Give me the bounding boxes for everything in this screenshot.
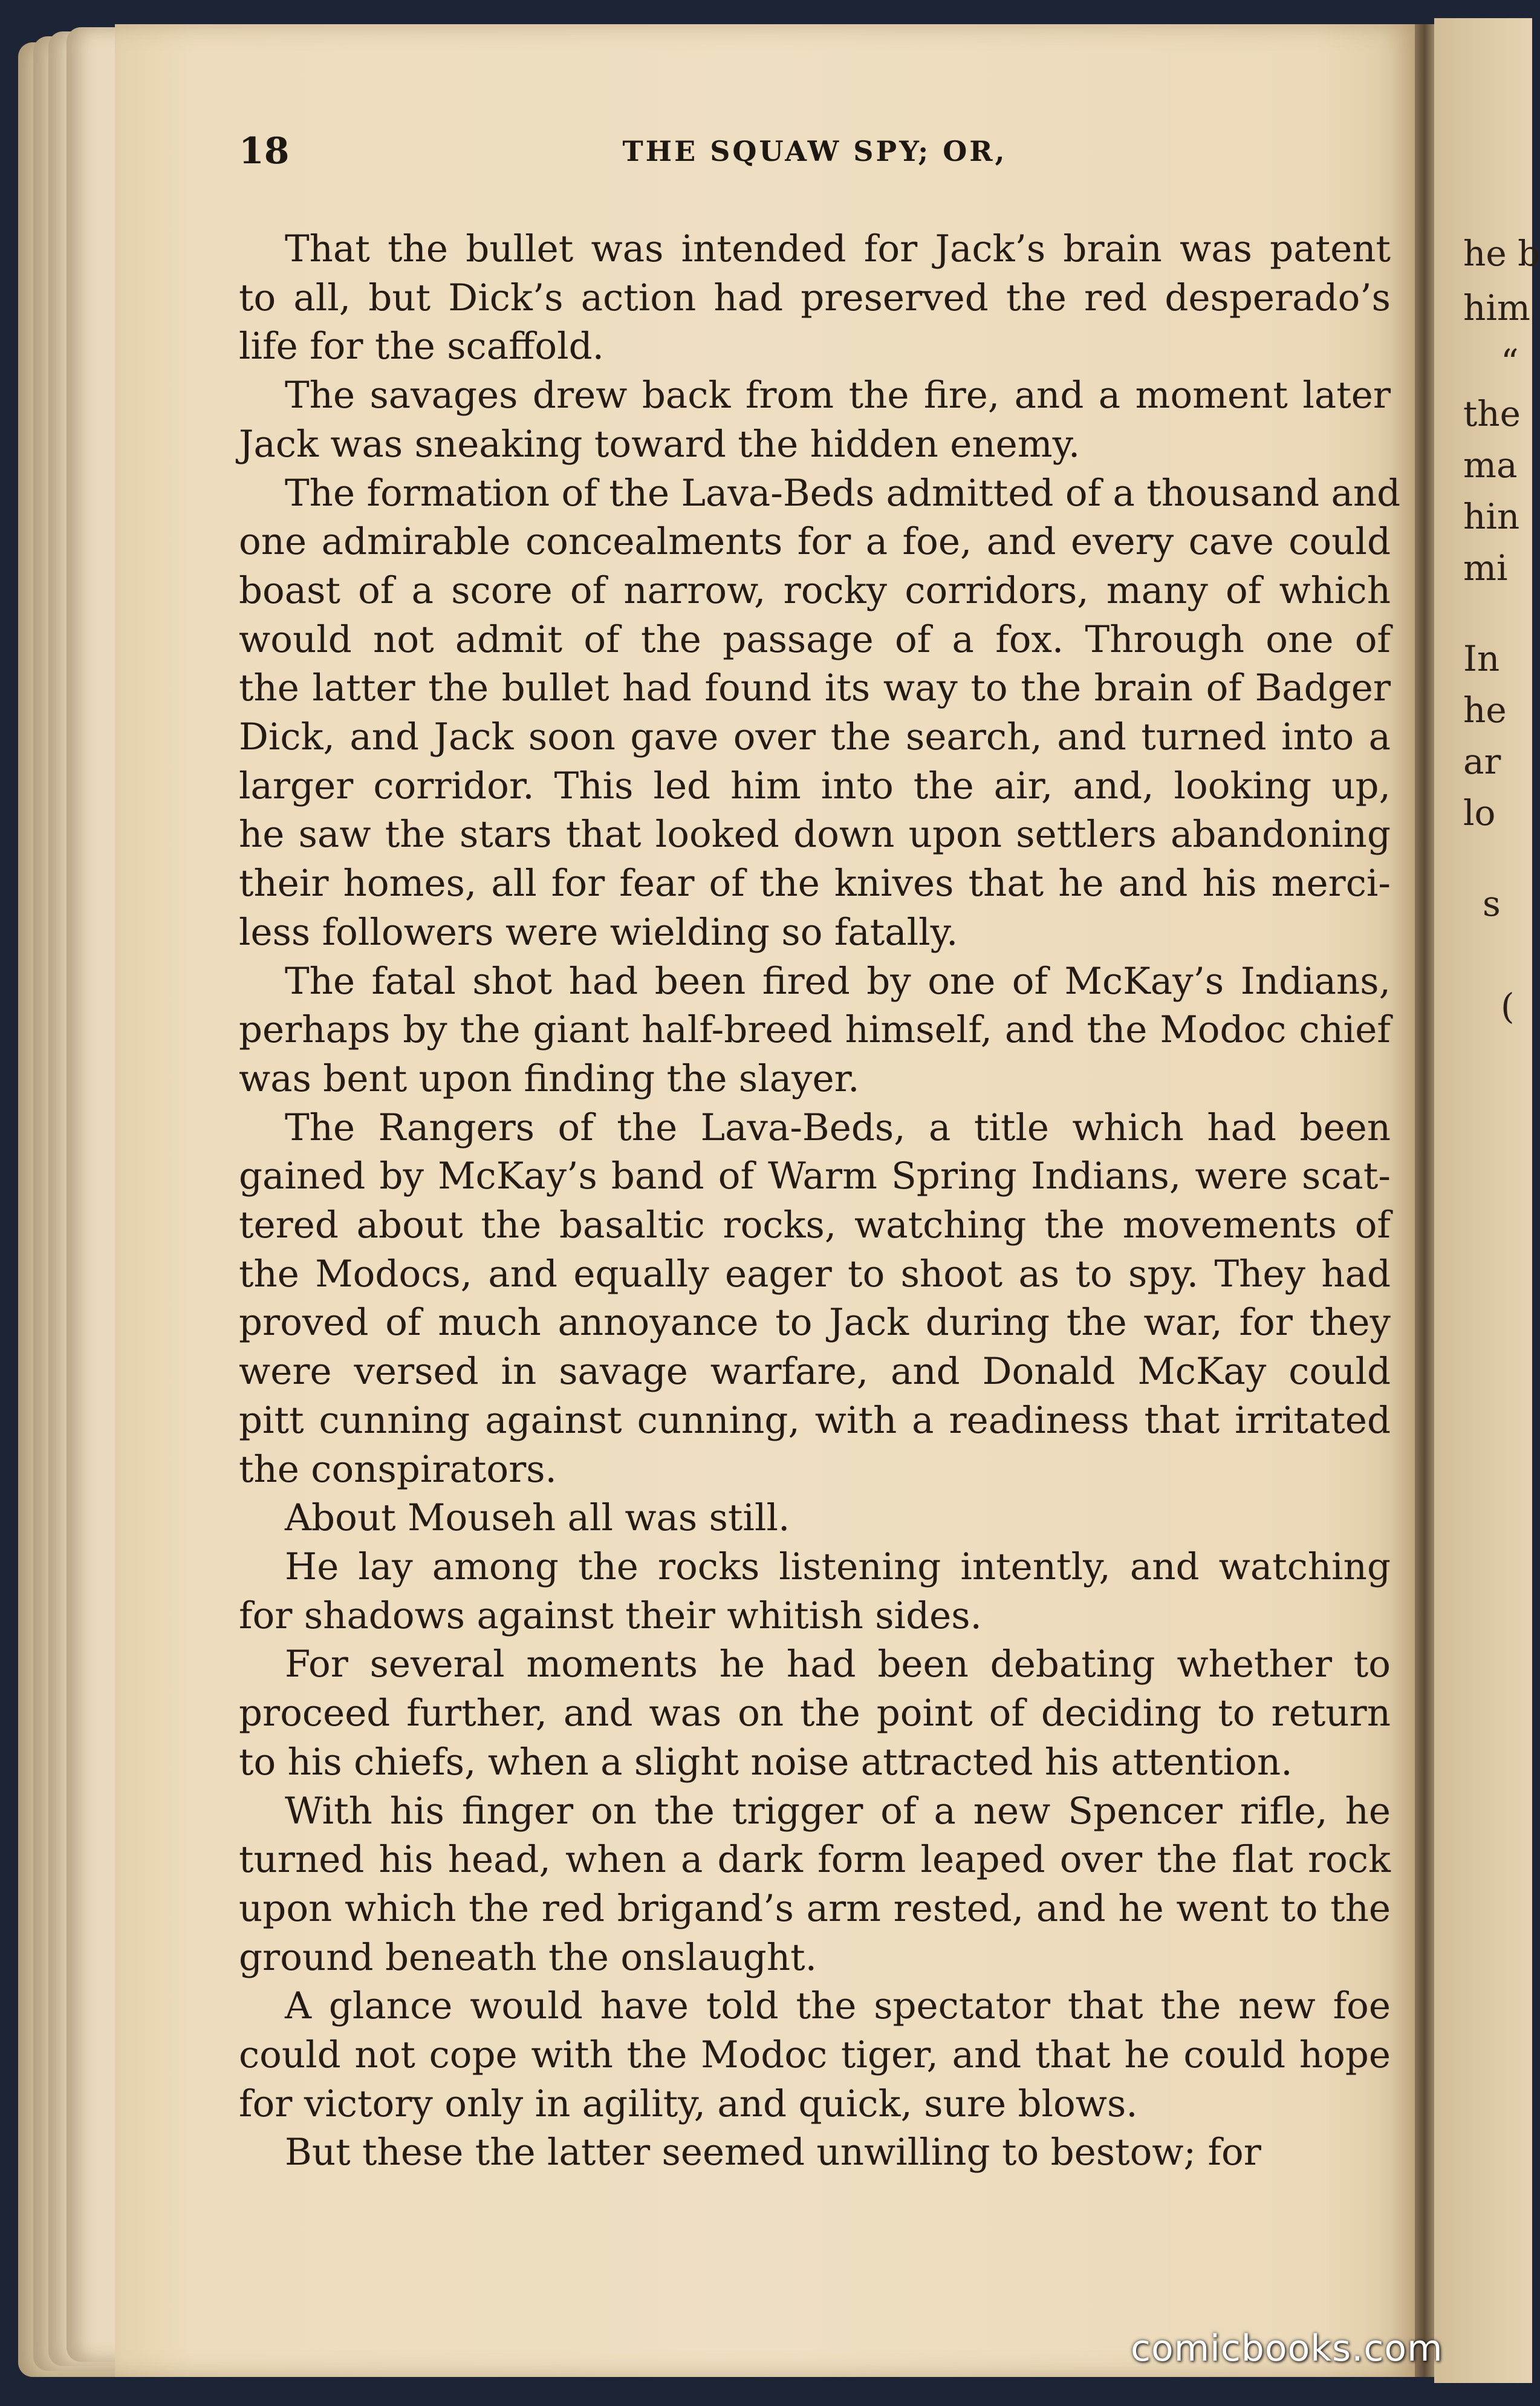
paragraph [239, 469, 1401, 957]
watermark: comicbooks.com [1131, 2327, 1443, 2370]
paragraph [239, 225, 1391, 371]
text-line: for shadows against their whitish sides. [239, 1594, 982, 1637]
facing-fragment: the [1463, 393, 1521, 434]
text-line: perhaps by the giant half-breed himself, and the Modoc chief [239, 1008, 1391, 1052]
text-line: That the bullet was intended for Jack’s brain was patent [285, 227, 1391, 270]
text-line: turned his head, when a dark form leaped over the flat rock [239, 1838, 1391, 1882]
text-line: for victory only in agility, and quick, sure blows. [239, 2082, 1138, 2125]
running-head: THE SQUAW SPY; OR, [622, 135, 1007, 168]
page-number: 18 [239, 130, 290, 172]
facing-fragment: “ [1501, 342, 1519, 383]
text-line: ground beneath the onslaught. [239, 1935, 817, 1979]
text-line: Dick, and Jack soon gave over the search, and turned into a [239, 716, 1391, 759]
text-line: to his chiefs, when a slight noise attracted his attention. [239, 1740, 1293, 1784]
text-line: he saw the stars that looked down upon settlers abandoning [239, 813, 1391, 856]
text-line: He lay among the rocks listening intently, and watching [285, 1545, 1391, 1588]
body-text [239, 225, 1401, 2177]
text-line: the Modocs, and equally eager to shoot as to spy. They had [239, 1252, 1391, 1296]
text-line: less followers were wielding so fatally. [239, 910, 958, 954]
text-line: proved of much annoyance to Jack during the war, for they [239, 1301, 1391, 1345]
paragraph [239, 1787, 1391, 1983]
paragraph [239, 1982, 1391, 2128]
text-line: would not admit of the passage of a fox. Through one of [239, 618, 1391, 661]
paragraph [239, 1543, 1391, 1640]
text-line: larger corridor. This led him into the air, and, looking up, [239, 764, 1391, 807]
book-gutter [1415, 24, 1434, 2377]
text-line: were versed in savage warfare, and Donald McKay could [239, 1350, 1391, 1394]
text-line: the conspirators. [239, 1447, 557, 1491]
text-line: could not cope with the Modoc tiger, and that he could hope [239, 2033, 1391, 2077]
text-line: A glance would have told the spectator that the new foe [285, 1984, 1391, 2028]
paragraph [239, 371, 1391, 469]
text-line: to all, but Dick’s action had preserved the red desperado’s [239, 276, 1391, 319]
text-line: The Rangers of the Lava-Beds, a title which had been [285, 1106, 1391, 1149]
page-header [239, 130, 1391, 178]
facing-fragment: he b [1463, 233, 1540, 274]
text-line: one admirable concealments for a foe, and every cave could [239, 520, 1391, 564]
facing-fragment: In [1463, 638, 1500, 679]
text-line: But these the latter seemed unwilling to bestow; for [285, 2131, 1261, 2174]
paragraph [239, 2128, 1391, 2177]
text-line: the latter the bullet had found its way to the brain of Badger [239, 667, 1391, 710]
text-line: was bent upon finding the slayer. [239, 1057, 860, 1100]
text-line: The savages drew back from the fire, and a moment later [285, 374, 1391, 417]
paragraph [239, 1494, 1391, 1543]
text-line: gained by McKay’s band of Warm Spring Indians, were scat- [239, 1155, 1391, 1198]
text-line: their homes, all for fear of the knives that he and his merci- [239, 862, 1391, 905]
paragraph [239, 957, 1391, 1104]
text-line: Jack was sneaking toward the hidden enemy. [239, 422, 1080, 466]
text-line: For several moments he had been debating whether to [285, 1643, 1391, 1686]
text-line: The fatal shot had been fired by one of McKay’s Indians, [285, 959, 1391, 1003]
facing-fragment: lo [1463, 792, 1496, 833]
text-line: life for the scaffold. [239, 325, 605, 368]
facing-fragment: ( [1501, 986, 1515, 1027]
text-line: proceed further, and was on the point of deciding to return [239, 1692, 1391, 1735]
facing-fragment: ma [1463, 445, 1518, 486]
text-line: tered about the basaltic rocks, watching the movements of [239, 1204, 1391, 1247]
text-line: The formation of the Lava-Beds admitted of a thousand and [285, 471, 1401, 515]
text-line: pitt cunning against cunning, with a readiness that irritated [239, 1398, 1391, 1442]
facing-fragment: s [1483, 883, 1501, 924]
facing-fragment: ar [1463, 741, 1501, 782]
paragraph [239, 1104, 1391, 1495]
facing-page [1434, 18, 1540, 2383]
text-line: About Mouseh all was still. [285, 1496, 790, 1540]
paragraph [239, 1640, 1391, 1787]
facing-fragment: hin [1463, 496, 1520, 537]
facing-fragment: mi [1463, 547, 1508, 588]
facing-fragment: he [1463, 690, 1507, 731]
text-line: boast of a score of narrow, rocky corridors, many of which [239, 569, 1391, 612]
text-line: upon which the red brigand’s arm rested, and he went to the [239, 1886, 1391, 1930]
facing-fragment: him [1463, 287, 1530, 328]
text-line: With his finger on the trigger of a new Spencer rifle, he [285, 1789, 1391, 1833]
